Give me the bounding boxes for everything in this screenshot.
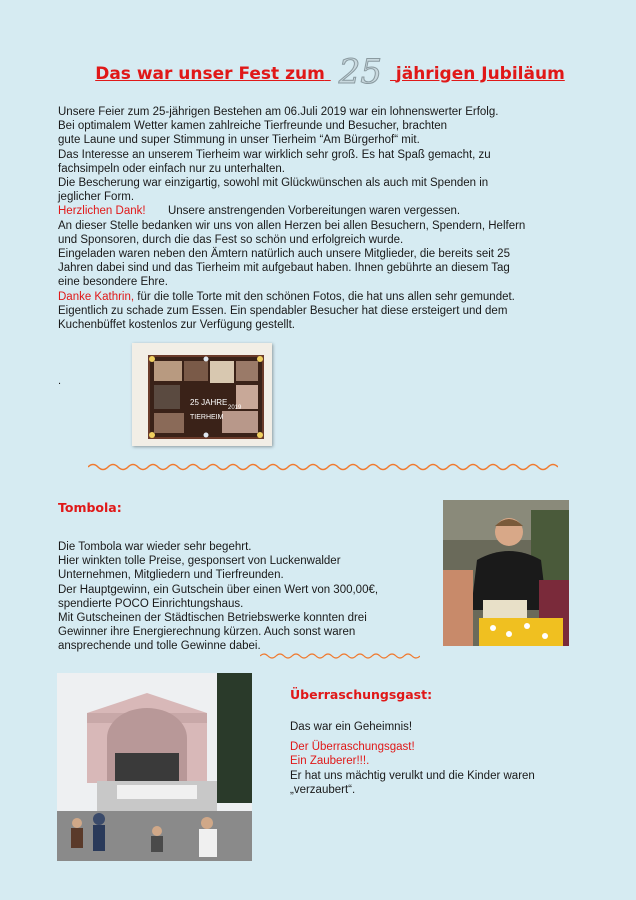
surprise-heading: Überraschungsgast: — [290, 687, 433, 702]
surprise-line: Das war ein Geheimnis! — [290, 721, 413, 733]
intro-line: gute Laune und super Stimmung in unser Tierheim “Am Bürgerhof“ mit. — [58, 134, 420, 147]
magician-photo — [57, 673, 252, 861]
tombola-photo — [443, 500, 569, 646]
surprise-text — [290, 720, 590, 797]
page-title — [60, 52, 600, 92]
surprise-red-line: Ein Zauberer!!!. — [290, 755, 370, 768]
cake-text2: TIERHEIM — [190, 414, 224, 421]
cake-photo — [132, 343, 272, 446]
surprise-red-line: Der Überraschungsgast! — [290, 741, 415, 754]
tombola-line: Der Hauptgewinn, ein Gutschein über einen Wert von 300,00€, — [58, 583, 379, 596]
cake-image-icon — [132, 343, 272, 446]
wave-divider — [88, 462, 558, 472]
intro-line: eine besondere Ehre. — [58, 276, 168, 289]
tombola-heading: Tombola: — [58, 500, 122, 515]
thanks-line — [58, 204, 578, 218]
tombola-line: spendierte POCO Einrichtungshaus. — [58, 597, 244, 610]
intro-text — [58, 105, 578, 332]
stray-dot: . — [58, 375, 62, 387]
tombola-line: ansprechende und tolle Gewinne dabei. — [58, 640, 261, 653]
kathrin-red: Danke Kathrin, — [58, 290, 135, 303]
intro-line: Eigentlich zu schade zum Essen. Ein spendabler Besucher hat diese ersteigert und dem — [58, 304, 508, 317]
kathrin-line — [58, 290, 578, 304]
intro-line: Eingeladen waren neben den Ämtern natürlich auch unsere Mitglieder, die bereits seit 25 — [58, 248, 510, 261]
wave-divider-small — [260, 652, 420, 660]
surprise-line: „verzaubert“. — [290, 783, 356, 796]
tombola-line: Gewinner ihre Energierechnung kürzen. Auch sonst waren — [58, 626, 356, 639]
cake-text: 25 JAHRE — [190, 398, 228, 407]
intro-line: Jahren dabei sind und das Tierheim mit aufgebaut haben. Ihnen gebührte an diesem Tag — [58, 262, 510, 275]
intro-line: Kuchenbüffet kostenlos zur Verfügung gestellt. — [58, 319, 295, 332]
thanks-rest: Unsere anstrengenden Vorbereitungen waren vergessen. — [145, 205, 461, 218]
tombola-line: Unternehmen, Mitgliedern und Tierfreunden. — [58, 569, 284, 582]
cake-year: 2019 — [228, 405, 242, 411]
tombola-line: Mit Gutscheinen der Städtischen Betriebswerke konnten drei — [58, 612, 367, 625]
intro-line: Bei optimalem Wetter kamen zahlreiche Tierfreunde und Besucher, brachten — [58, 120, 448, 133]
man-photo-icon — [443, 500, 569, 646]
title-before: Das war unser Fest zum — [95, 64, 325, 84]
tombola-line: Hier winkten tolle Preise, gesponsert von Luckenwalder — [58, 555, 341, 568]
title-after: jährigen Jubiläum — [395, 64, 565, 84]
tombola-line: Die Tombola war wieder sehr begehrt. — [58, 541, 252, 553]
kathrin-rest: für die tolle Torte mit den schönen Fotos, die hat uns allen sehr gemundet. — [134, 290, 515, 303]
intro-line: An dieser Stelle bedanken wir uns von allen Herzen bei allen Besuchern, Spendern, Helfern — [58, 219, 526, 232]
building-photo-icon — [57, 673, 252, 861]
tombola-text — [58, 540, 428, 654]
title-number: 25 — [338, 52, 382, 92]
intro-line: jeglicher Form. — [58, 191, 135, 204]
thanks-red: Herzlichen Dank! — [58, 205, 146, 218]
intro-line: und Sponsoren, durch die das Fest so schön und erfolgreich wurde. — [58, 233, 404, 246]
intro-line: fachsimpeln oder einfach nur zu unterhalten. — [58, 162, 285, 175]
surprise-line: Er hat uns mächtig verulkt und die Kinder waren — [290, 769, 535, 782]
intro-line: Die Bescherung war einzigartig, sowohl mit Glückwünschen als auch mit Spenden in — [58, 177, 489, 190]
intro-line: Unsere Feier zum 25-jährigen Bestehen am 06.Juli 2019 war ein lohnenswerter Erfolg. — [58, 106, 499, 118]
intro-line: Das Interesse an unserem Tierheim war wirklich sehr groß. Es hat Spaß gemacht, zu — [58, 148, 491, 161]
